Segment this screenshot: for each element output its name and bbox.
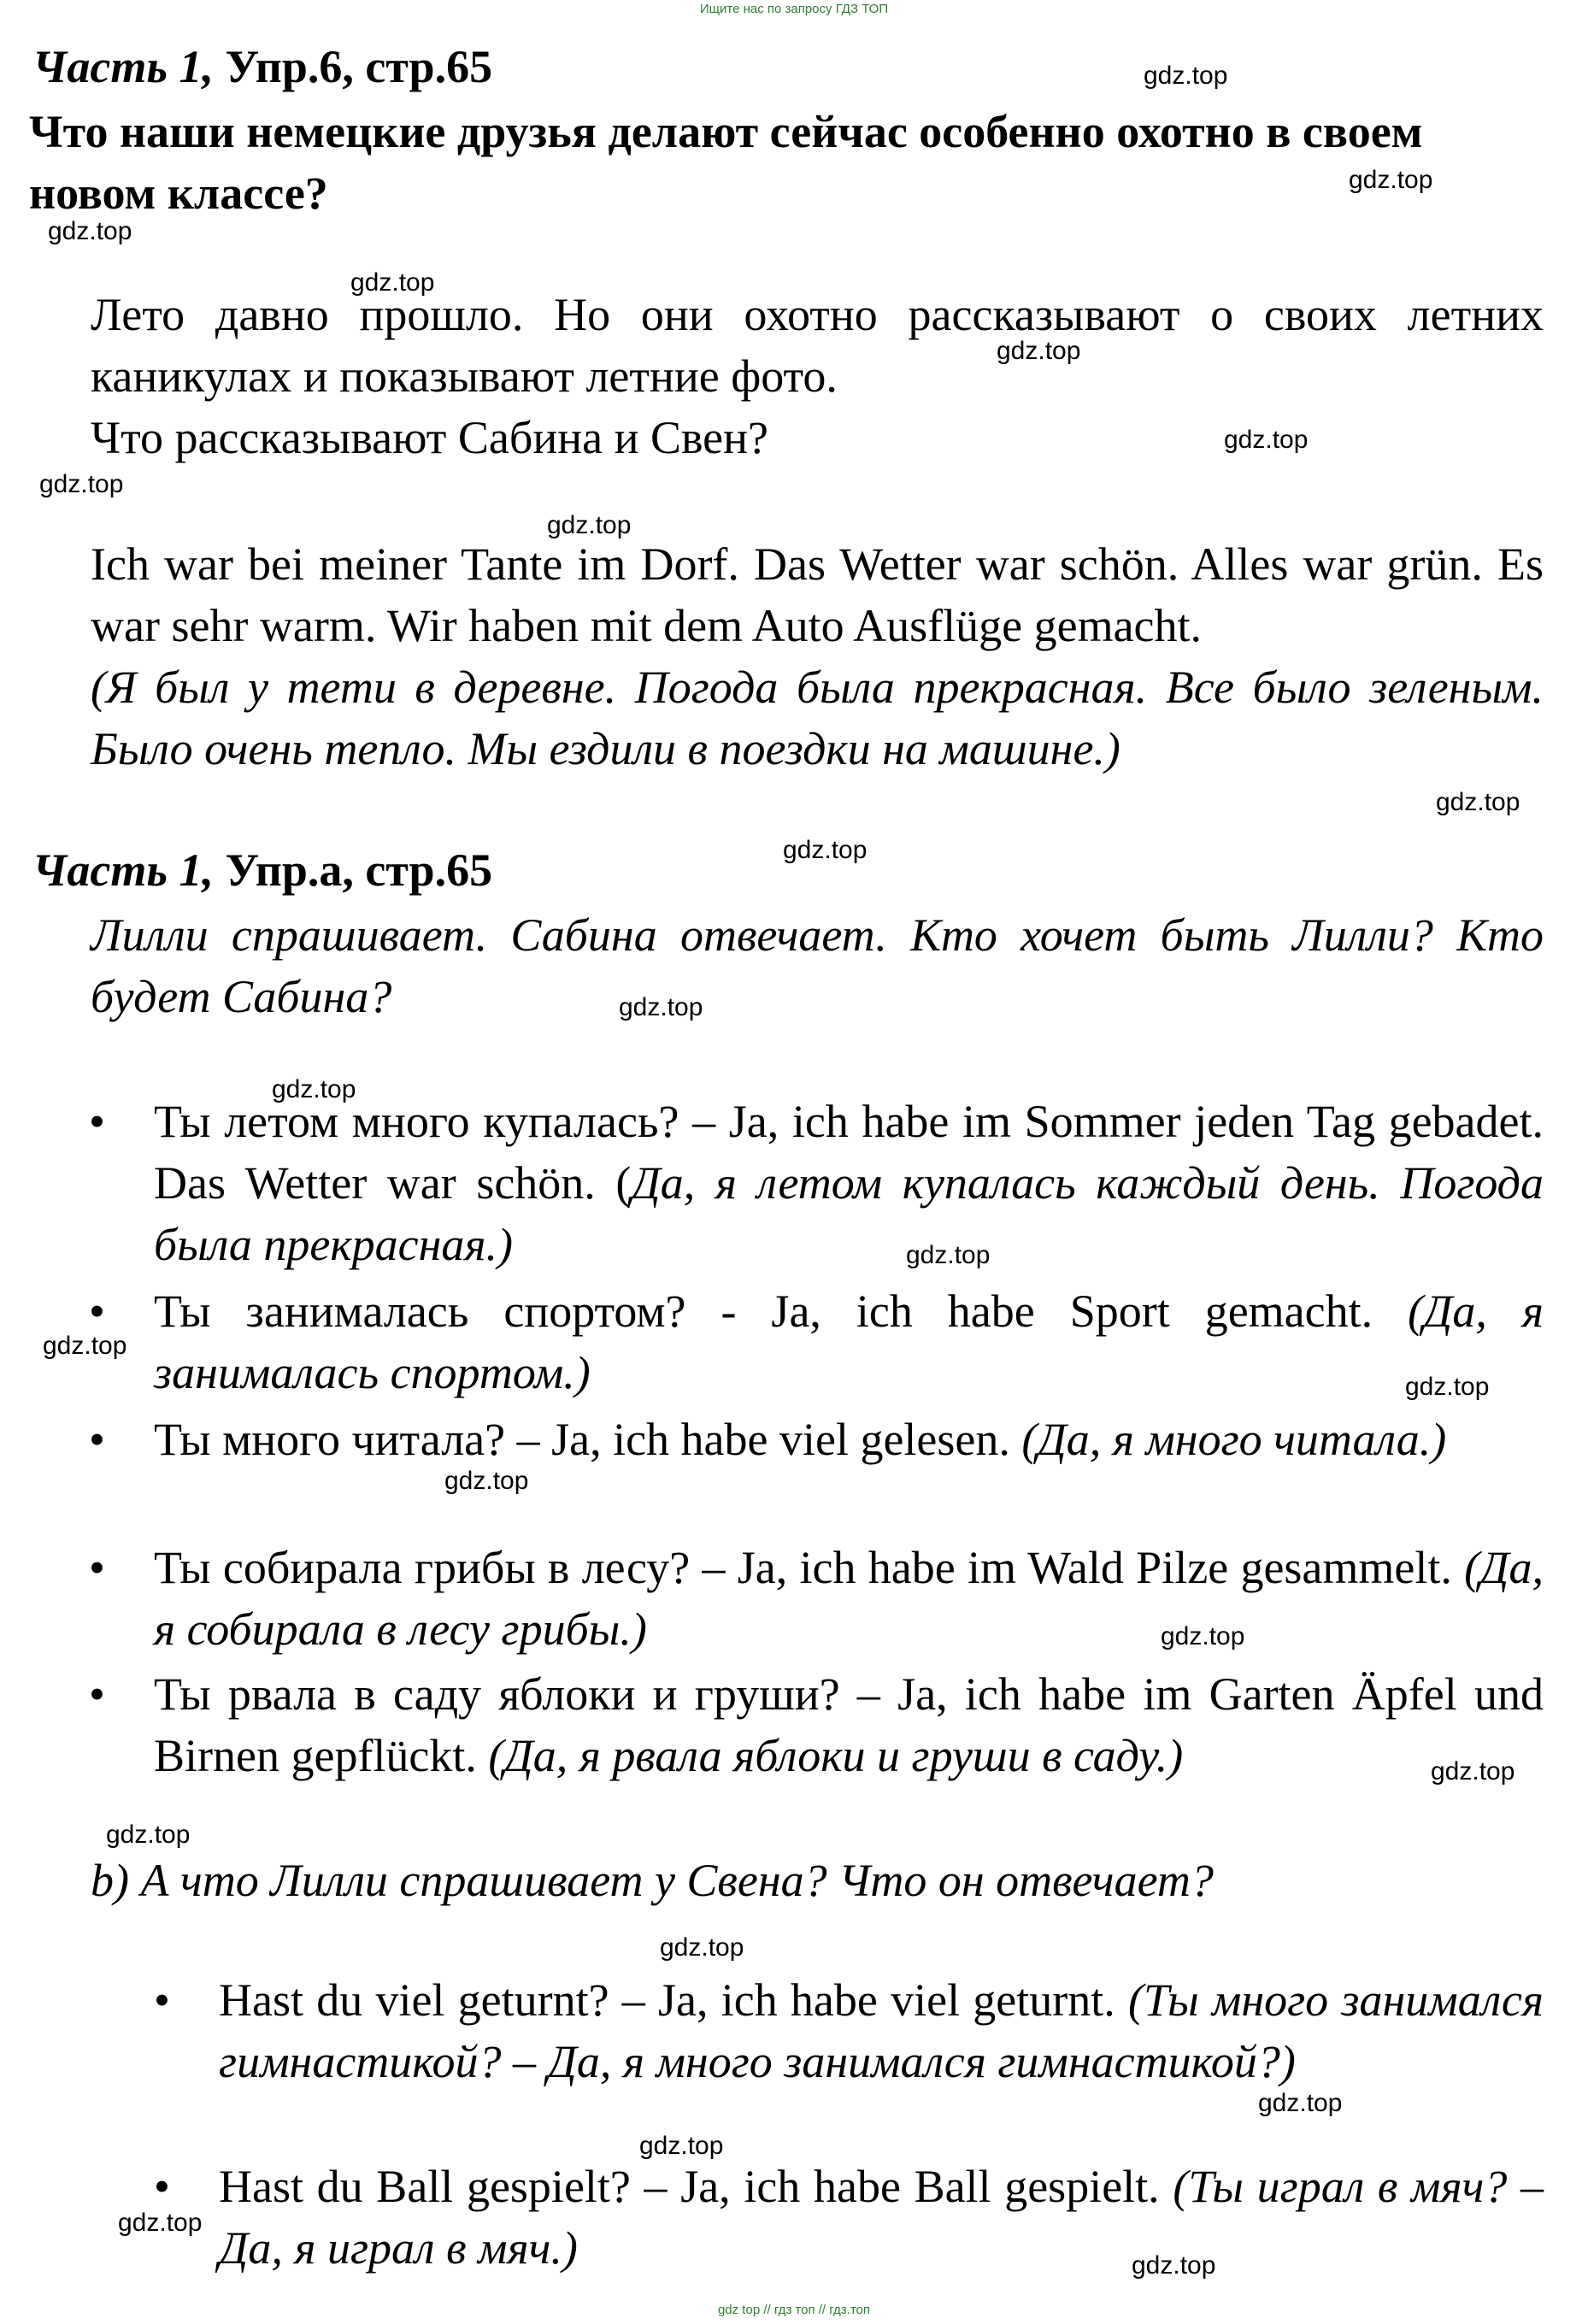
- list-item-translation: (Да, я рвала яблоки и груши в саду.): [488, 1730, 1184, 1781]
- section2-heading-rest: Упр.а, стр.65: [214, 844, 493, 896]
- top-banner: Ищите нас по запросу ГДЗ ТОП: [699, 2, 889, 16]
- section1-heading: [32, 39, 492, 94]
- bullet-marker: •: [89, 1668, 105, 1720]
- watermark: gdz.top: [1144, 62, 1228, 90]
- section2-heading-part: Часть 1,: [32, 844, 215, 896]
- watermark: gdz.top: [1258, 2089, 1343, 2117]
- watermark: gdz.top: [1132, 2251, 1216, 2280]
- watermark: gdz.top: [106, 1821, 191, 1849]
- watermark: gdz.top: [1224, 426, 1309, 454]
- list-item-main: Ты занималась спортом? - Ja, ich habe Sport gemacht.: [154, 1286, 1409, 1337]
- section1-intro-line: Лето давно прошло. Но они охотно рассказывают о своих летних каникулах и показывают летние фото.: [91, 289, 1544, 402]
- list-item: [219, 1969, 1544, 2092]
- watermark: gdz.top: [1349, 166, 1433, 194]
- list-item: [219, 2156, 1544, 2279]
- watermark: gdz.top: [48, 217, 132, 245]
- list-item: [154, 1409, 1544, 1470]
- watermark: gdz.top: [39, 470, 124, 498]
- watermark: gdz.top: [783, 836, 868, 864]
- list-item-main: Hast du viel geturnt? – Ja, ich habe viel geturnt.: [219, 1974, 1128, 2026]
- watermark: gdz.top: [43, 1332, 127, 1360]
- watermark: gdz.top: [444, 1467, 529, 1495]
- list-item-main: Ты много читала? – Ja, ich habe viel gelesen.: [154, 1414, 1022, 1465]
- watermark: gdz.top: [1431, 1757, 1515, 1786]
- bullet-marker: •: [89, 1286, 105, 1337]
- section1-intro-question: Что рассказывают Сабина и Свен?: [91, 412, 769, 463]
- bullet-marker: •: [154, 1974, 170, 2026]
- watermark: gdz.top: [1161, 1622, 1245, 1650]
- list-item-main: Ты рвала в саду яблоки и груши? – Ja, ich habe im Garten Äpfel und Birnen gepflückt.: [154, 1668, 1544, 1781]
- watermark: gdz.top: [547, 511, 632, 539]
- watermark: gdz.top: [1405, 1373, 1490, 1401]
- list-item: [154, 1663, 1544, 1786]
- section1-german: Ich war bei meiner Tante im Dorf. Das Wetter war schön. Alles war grün. Es war sehr warm. Wir haben mit dem Auto Ausflüge gemacht.: [91, 538, 1544, 651]
- watermark: gdz.top: [272, 1075, 356, 1103]
- list-item: [154, 1280, 1544, 1403]
- watermark: gdz.top: [660, 1933, 744, 1962]
- bottom-banner: gdz top // гдз топ // гдз.топ: [717, 2303, 871, 2317]
- watermark: gdz.top: [1436, 788, 1520, 816]
- list-item-translation: (Да, я занималась спортом.): [154, 1286, 1544, 1398]
- watermark: gdz.top: [639, 2132, 724, 2160]
- watermark: gdz.top: [350, 268, 435, 297]
- list-item-translation: (Да, я собирала в лесу грибы.): [154, 1542, 1544, 1655]
- bullet-marker: •: [89, 1096, 105, 1147]
- list-item-main: Ты собирала грибы в лесу? – Ja, ich habe im Wald Pilze gesammelt.: [154, 1542, 1465, 1593]
- list-item-main: Ты летом много купалась? – Ja, ich habe im Sommer jeden Tag gebadet. Das Wetter war schön. (: [154, 1096, 1544, 1209]
- section1-question: Что наши немецкие друзья делают сейчас особенно охотно в своем новом классе?: [29, 106, 1423, 219]
- bullet-marker: •: [89, 1414, 105, 1465]
- list-item-translation: (Да, я много читала.): [1021, 1414, 1447, 1465]
- list-item: [154, 1537, 1544, 1660]
- section2-intro: Лилли спрашивает. Сабина отвечает. Кто хочет быть Лилли? Кто будет Сабина?: [91, 909, 1544, 1022]
- section1-heading-part: Часть 1,: [32, 41, 215, 92]
- watermark: gdz.top: [619, 993, 703, 1021]
- list-item-translation: (Ты много занимался гимнастикой? – Да, я много занимался гимнастикой?): [219, 1974, 1544, 2087]
- part-b-heading: b) А что Лилли спрашивает у Свена? Что он отвечает?: [91, 1855, 1214, 1906]
- watermark: gdz.top: [118, 2209, 203, 2237]
- section2-heading: [32, 843, 492, 897]
- section1-heading-rest: Упр.6, стр.65: [214, 41, 493, 92]
- list-item-translation: Да, я летом купалась каждый день. Погода была прекрасная.): [154, 1157, 1544, 1270]
- bullet-marker: •: [89, 1542, 105, 1593]
- list-item: [154, 1091, 1544, 1275]
- watermark: gdz.top: [906, 1241, 991, 1269]
- bullet-marker: •: [154, 2161, 170, 2212]
- list-item-translation: (Ты играл в мяч? – Да, я играл в мяч.): [219, 2161, 1544, 2274]
- list-item-main: Hast du Ball gespielt? – Ja, ich habe Ball gespielt.: [219, 2161, 1173, 2212]
- section1-translation: (Я был у тети в деревне. Погода была прекрасная. Все было зеленым. Было очень тепло. Мы ездили в поездки на машине.): [91, 662, 1544, 774]
- watermark: gdz.top: [997, 337, 1081, 365]
